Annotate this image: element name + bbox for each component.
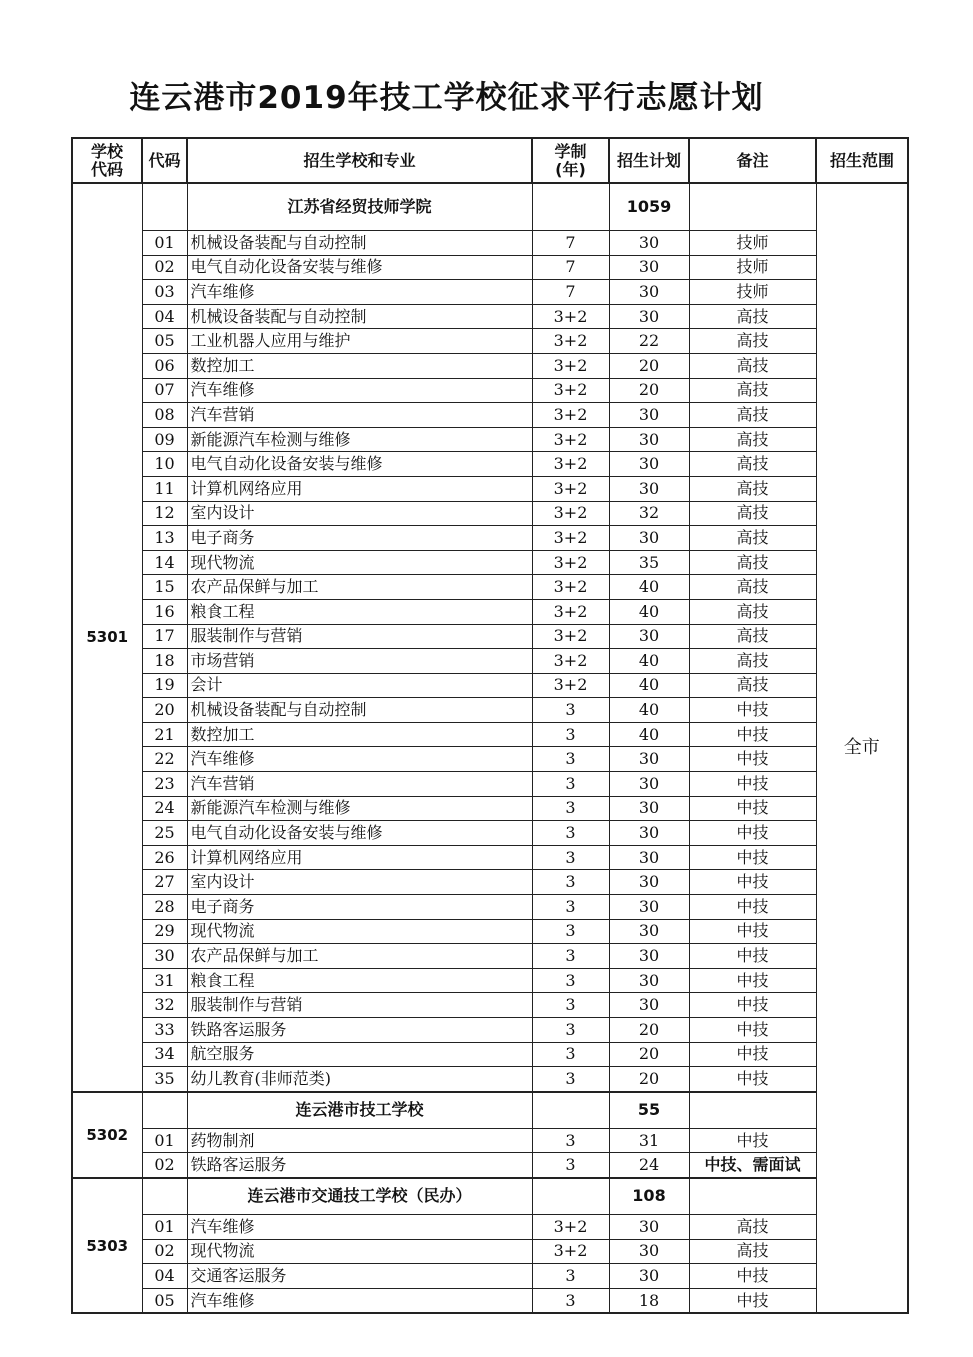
major-years: 3 xyxy=(532,845,609,870)
major-plan: 30 xyxy=(609,993,689,1018)
major-code: 15 xyxy=(142,575,187,600)
major-plan: 30 xyxy=(609,944,689,969)
major-plan: 20 xyxy=(609,378,689,403)
table-row xyxy=(72,919,908,944)
major-name: 计算机网络应用 xyxy=(187,476,532,501)
major-code: 24 xyxy=(142,796,187,821)
table-row xyxy=(72,1128,908,1153)
major-code: 23 xyxy=(142,772,187,797)
major-name: 汽车维修 xyxy=(187,747,532,772)
major-name: 现代物流 xyxy=(187,1239,532,1264)
school-name: 连云港市技工学校 xyxy=(187,1092,532,1129)
major-note: 中技 xyxy=(689,944,816,969)
major-name: 电气自动化设备安装与维修 xyxy=(187,452,532,477)
major-plan: 24 xyxy=(609,1153,689,1178)
range-value: 全市 xyxy=(816,183,908,1313)
table-row xyxy=(72,796,908,821)
major-code: 21 xyxy=(142,722,187,747)
major-code: 01 xyxy=(142,231,187,256)
major-note: 中技 xyxy=(689,1042,816,1067)
major-plan: 30 xyxy=(609,1264,689,1289)
major-years: 3+2 xyxy=(532,624,609,649)
major-note: 中技 xyxy=(689,1067,816,1092)
major-name: 室内设计 xyxy=(187,870,532,895)
school-code: 5303 xyxy=(72,1178,142,1313)
table-row xyxy=(72,649,908,674)
major-note: 中技 xyxy=(689,919,816,944)
major-name: 幼儿教育(非师范类) xyxy=(187,1067,532,1092)
major-years: 7 xyxy=(532,255,609,280)
major-code: 10 xyxy=(142,452,187,477)
school-total: 108 xyxy=(609,1178,689,1215)
major-code: 22 xyxy=(142,747,187,772)
major-note: 高技 xyxy=(689,575,816,600)
major-note: 中技 xyxy=(689,845,816,870)
major-plan: 20 xyxy=(609,1067,689,1092)
major-years: 3+2 xyxy=(532,1239,609,1264)
table-row xyxy=(72,821,908,846)
major-code: 09 xyxy=(142,427,187,452)
major-code: 29 xyxy=(142,919,187,944)
major-years: 3+2 xyxy=(532,526,609,551)
table-row xyxy=(72,1153,908,1178)
empty-cell xyxy=(142,1178,187,1215)
major-name: 航空服务 xyxy=(187,1042,532,1067)
major-plan: 30 xyxy=(609,845,689,870)
major-note: 中技 xyxy=(689,772,816,797)
major-code: 05 xyxy=(142,1288,187,1313)
major-note: 高技 xyxy=(689,624,816,649)
table-row xyxy=(72,599,908,624)
major-note: 中技 xyxy=(689,722,816,747)
major-note: 高技 xyxy=(689,673,816,698)
major-note: 高技 xyxy=(689,476,816,501)
major-years: 3 xyxy=(532,870,609,895)
empty-cell xyxy=(532,183,609,231)
table-row xyxy=(72,280,908,305)
table-row xyxy=(72,1018,908,1043)
table-row xyxy=(72,231,908,256)
major-name: 汽车维修 xyxy=(187,280,532,305)
major-plan: 30 xyxy=(609,304,689,329)
major-name: 电子商务 xyxy=(187,895,532,920)
major-years: 3+2 xyxy=(532,673,609,698)
table-row xyxy=(72,944,908,969)
major-note: 中技 xyxy=(689,1018,816,1043)
major-years: 3 xyxy=(532,968,609,993)
table-row xyxy=(72,427,908,452)
major-years: 3+2 xyxy=(532,329,609,354)
header-years: 学制(年) xyxy=(532,138,609,183)
major-plan: 18 xyxy=(609,1288,689,1313)
major-note: 中技 xyxy=(689,968,816,993)
major-code: 19 xyxy=(142,673,187,698)
major-plan: 30 xyxy=(609,968,689,993)
major-plan: 20 xyxy=(609,1018,689,1043)
major-years: 3 xyxy=(532,1067,609,1092)
major-name: 服装制作与营销 xyxy=(187,993,532,1018)
major-code: 04 xyxy=(142,1264,187,1289)
header-school-code: 学校代码 xyxy=(72,138,142,183)
table-row xyxy=(72,304,908,329)
major-name: 汽车维修 xyxy=(187,1288,532,1313)
major-name: 现代物流 xyxy=(187,550,532,575)
major-code: 27 xyxy=(142,870,187,895)
major-code: 04 xyxy=(142,304,187,329)
major-code: 05 xyxy=(142,329,187,354)
table-row xyxy=(72,993,908,1018)
major-name: 农产品保鲜与加工 xyxy=(187,944,532,969)
header-plan: 招生计划 xyxy=(609,138,689,183)
table-row xyxy=(72,845,908,870)
major-plan: 30 xyxy=(609,280,689,305)
major-plan: 30 xyxy=(609,747,689,772)
table-row xyxy=(72,353,908,378)
major-code: 14 xyxy=(142,550,187,575)
major-code: 08 xyxy=(142,403,187,428)
table-row xyxy=(72,1067,908,1092)
major-code: 16 xyxy=(142,599,187,624)
major-code: 02 xyxy=(142,255,187,280)
major-plan: 30 xyxy=(609,895,689,920)
major-years: 3 xyxy=(532,944,609,969)
major-note: 技师 xyxy=(689,280,816,305)
major-name: 粮食工程 xyxy=(187,968,532,993)
major-years: 3+2 xyxy=(532,575,609,600)
major-years: 3+2 xyxy=(532,378,609,403)
table-row xyxy=(72,1214,908,1239)
major-name: 现代物流 xyxy=(187,919,532,944)
major-years: 3 xyxy=(532,722,609,747)
major-code: 02 xyxy=(142,1239,187,1264)
major-plan: 30 xyxy=(609,231,689,256)
header-row xyxy=(72,138,908,183)
major-name: 计算机网络应用 xyxy=(187,845,532,870)
empty-cell xyxy=(689,1178,816,1215)
table-row xyxy=(72,673,908,698)
major-note: 高技 xyxy=(689,1214,816,1239)
table-row xyxy=(72,1264,908,1289)
major-years: 3+2 xyxy=(532,649,609,674)
major-code: 34 xyxy=(142,1042,187,1067)
major-code: 06 xyxy=(142,353,187,378)
major-code: 26 xyxy=(142,845,187,870)
major-name: 汽车营销 xyxy=(187,772,532,797)
major-plan: 40 xyxy=(609,673,689,698)
major-name: 市场营销 xyxy=(187,649,532,674)
major-code: 33 xyxy=(142,1018,187,1043)
major-years: 3 xyxy=(532,1288,609,1313)
major-note: 中技 xyxy=(689,993,816,1018)
major-name: 粮食工程 xyxy=(187,599,532,624)
major-plan: 22 xyxy=(609,329,689,354)
major-note: 中技、需面试 xyxy=(689,1153,816,1178)
major-note: 中技 xyxy=(689,1128,816,1153)
major-name: 药物制剂 xyxy=(187,1128,532,1153)
major-years: 3+2 xyxy=(532,550,609,575)
major-name: 数控加工 xyxy=(187,353,532,378)
empty-cell xyxy=(142,183,187,231)
major-years: 3 xyxy=(532,1153,609,1178)
major-plan: 20 xyxy=(609,1042,689,1067)
major-years: 3+2 xyxy=(532,304,609,329)
major-name: 农产品保鲜与加工 xyxy=(187,575,532,600)
table-row xyxy=(72,378,908,403)
major-plan: 40 xyxy=(609,599,689,624)
major-name: 会计 xyxy=(187,673,532,698)
major-name: 电气自动化设备安装与维修 xyxy=(187,821,532,846)
major-name: 机械设备装配与自动控制 xyxy=(187,304,532,329)
major-plan: 30 xyxy=(609,624,689,649)
empty-cell xyxy=(689,1092,816,1129)
major-note: 高技 xyxy=(689,501,816,526)
major-name: 新能源汽车检测与维修 xyxy=(187,796,532,821)
empty-cell xyxy=(532,1178,609,1215)
major-years: 3 xyxy=(532,919,609,944)
major-name: 铁路客运服务 xyxy=(187,1018,532,1043)
major-note: 技师 xyxy=(689,255,816,280)
table-row xyxy=(72,870,908,895)
table-row xyxy=(72,550,908,575)
major-code: 31 xyxy=(142,968,187,993)
major-code: 02 xyxy=(142,1153,187,1178)
major-note: 高技 xyxy=(689,329,816,354)
major-years: 3 xyxy=(532,747,609,772)
major-note: 高技 xyxy=(689,452,816,477)
major-years: 3 xyxy=(532,1042,609,1067)
major-plan: 30 xyxy=(609,1214,689,1239)
major-note: 高技 xyxy=(689,1239,816,1264)
major-plan: 30 xyxy=(609,452,689,477)
major-years: 3 xyxy=(532,1264,609,1289)
table-row xyxy=(72,772,908,797)
major-note: 高技 xyxy=(689,599,816,624)
major-years: 3+2 xyxy=(532,476,609,501)
major-code: 20 xyxy=(142,698,187,723)
table-row xyxy=(72,255,908,280)
empty-cell xyxy=(532,1092,609,1129)
school-row xyxy=(72,1178,908,1215)
table-row xyxy=(72,747,908,772)
major-plan: 30 xyxy=(609,870,689,895)
empty-cell xyxy=(689,183,816,231)
school-code: 5301 xyxy=(72,183,142,1092)
table-row xyxy=(72,329,908,354)
major-note: 高技 xyxy=(689,353,816,378)
major-plan: 32 xyxy=(609,501,689,526)
major-name: 铁路客运服务 xyxy=(187,1153,532,1178)
major-plan: 30 xyxy=(609,476,689,501)
major-years: 3 xyxy=(532,772,609,797)
major-note: 中技 xyxy=(689,821,816,846)
header-note: 备注 xyxy=(689,138,816,183)
major-note: 中技 xyxy=(689,870,816,895)
major-years: 3 xyxy=(532,1128,609,1153)
major-years: 3+2 xyxy=(532,403,609,428)
major-code: 32 xyxy=(142,993,187,1018)
major-name: 汽车营销 xyxy=(187,403,532,428)
table-body xyxy=(72,183,908,1313)
major-name: 电气自动化设备安装与维修 xyxy=(187,255,532,280)
major-plan: 40 xyxy=(609,698,689,723)
major-code: 01 xyxy=(142,1128,187,1153)
major-name: 电子商务 xyxy=(187,526,532,551)
table-row xyxy=(72,403,908,428)
major-note: 高技 xyxy=(689,304,816,329)
major-name: 机械设备装配与自动控制 xyxy=(187,231,532,256)
major-code: 01 xyxy=(142,1214,187,1239)
major-name: 工业机器人应用与维护 xyxy=(187,329,532,354)
major-name: 汽车维修 xyxy=(187,1214,532,1239)
table-row xyxy=(72,452,908,477)
major-plan: 40 xyxy=(609,575,689,600)
major-plan: 30 xyxy=(609,796,689,821)
major-code: 17 xyxy=(142,624,187,649)
school-total: 55 xyxy=(609,1092,689,1129)
major-name: 交通客运服务 xyxy=(187,1264,532,1289)
major-years: 3 xyxy=(532,698,609,723)
major-years: 3+2 xyxy=(532,427,609,452)
major-note: 技师 xyxy=(689,231,816,256)
major-years: 3+2 xyxy=(532,501,609,526)
major-years: 3+2 xyxy=(532,452,609,477)
major-plan: 30 xyxy=(609,919,689,944)
major-code: 28 xyxy=(142,895,187,920)
major-plan: 40 xyxy=(609,649,689,674)
major-note: 中技 xyxy=(689,1264,816,1289)
table-row xyxy=(72,526,908,551)
major-code: 07 xyxy=(142,378,187,403)
table-row xyxy=(72,968,908,993)
major-plan: 30 xyxy=(609,526,689,551)
major-plan: 30 xyxy=(609,255,689,280)
major-name: 数控加工 xyxy=(187,722,532,747)
table-row xyxy=(72,698,908,723)
school-row xyxy=(72,183,908,231)
major-name: 室内设计 xyxy=(187,501,532,526)
major-years: 7 xyxy=(532,280,609,305)
major-code: 30 xyxy=(142,944,187,969)
school-name: 江苏省经贸技师学院 xyxy=(187,183,532,231)
major-plan: 35 xyxy=(609,550,689,575)
header-school-major: 招生学校和专业 xyxy=(187,138,532,183)
major-plan: 20 xyxy=(609,353,689,378)
table-row xyxy=(72,895,908,920)
major-years: 7 xyxy=(532,231,609,256)
major-note: 中技 xyxy=(689,895,816,920)
table-row xyxy=(72,501,908,526)
table-row xyxy=(72,722,908,747)
major-name: 新能源汽车检测与维修 xyxy=(187,427,532,452)
school-name: 连云港市交通技工学校（民办） xyxy=(187,1178,532,1215)
header-range: 招生范围 xyxy=(816,138,908,183)
major-note: 高技 xyxy=(689,649,816,674)
major-code: 25 xyxy=(142,821,187,846)
major-note: 高技 xyxy=(689,526,816,551)
school-code: 5302 xyxy=(72,1092,142,1178)
table-row xyxy=(72,1288,908,1313)
major-years: 3 xyxy=(532,993,609,1018)
major-note: 高技 xyxy=(689,403,816,428)
table-row xyxy=(72,476,908,501)
major-note: 中技 xyxy=(689,747,816,772)
table-row xyxy=(72,1239,908,1264)
empty-cell xyxy=(142,1092,187,1129)
school-row xyxy=(72,1092,908,1129)
table-row xyxy=(72,624,908,649)
major-years: 3 xyxy=(532,821,609,846)
major-note: 中技 xyxy=(689,796,816,821)
major-years: 3 xyxy=(532,796,609,821)
major-name: 汽车维修 xyxy=(187,378,532,403)
major-code: 18 xyxy=(142,649,187,674)
major-code: 12 xyxy=(142,501,187,526)
major-plan: 30 xyxy=(609,403,689,428)
major-name: 服装制作与营销 xyxy=(187,624,532,649)
major-plan: 31 xyxy=(609,1128,689,1153)
page-title: 连云港市2019年技工学校征求平行志愿计划 xyxy=(129,80,764,116)
table-row xyxy=(72,1042,908,1067)
major-plan: 30 xyxy=(609,1239,689,1264)
major-note: 高技 xyxy=(689,427,816,452)
major-years: 3+2 xyxy=(532,599,609,624)
major-code: 13 xyxy=(142,526,187,551)
header-code: 代码 xyxy=(142,138,187,183)
major-years: 3+2 xyxy=(532,353,609,378)
major-plan: 30 xyxy=(609,427,689,452)
major-years: 3+2 xyxy=(532,1214,609,1239)
major-plan: 30 xyxy=(609,772,689,797)
major-name: 机械设备装配与自动控制 xyxy=(187,698,532,723)
major-note: 高技 xyxy=(689,550,816,575)
major-years: 3 xyxy=(532,895,609,920)
enrollment-plan-table xyxy=(71,137,909,1314)
school-total: 1059 xyxy=(609,183,689,231)
major-note: 高技 xyxy=(689,378,816,403)
major-years: 3 xyxy=(532,1018,609,1043)
major-plan: 30 xyxy=(609,821,689,846)
major-code: 35 xyxy=(142,1067,187,1092)
major-plan: 40 xyxy=(609,722,689,747)
table-row xyxy=(72,575,908,600)
major-note: 中技 xyxy=(689,698,816,723)
major-code: 11 xyxy=(142,476,187,501)
major-note: 中技 xyxy=(689,1288,816,1313)
major-code: 03 xyxy=(142,280,187,305)
